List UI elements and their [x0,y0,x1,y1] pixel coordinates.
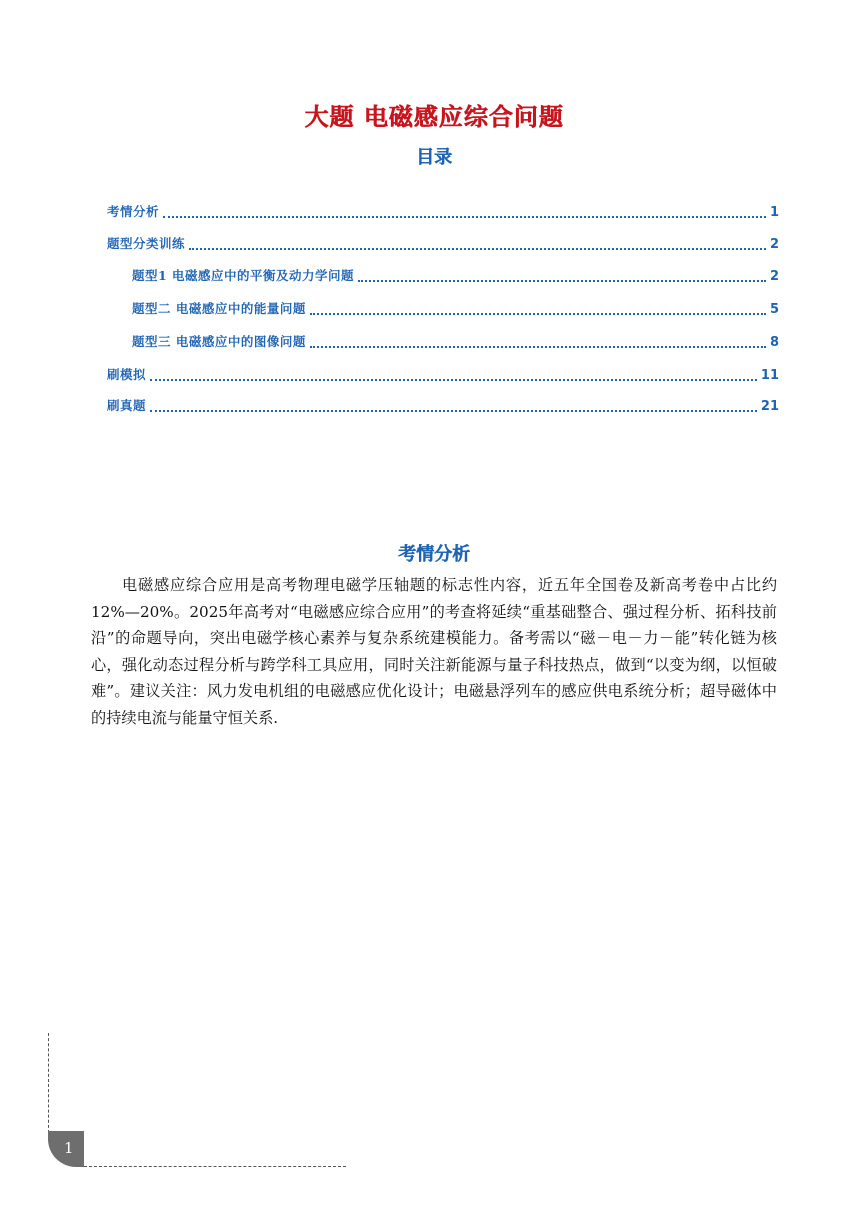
toc-leader-dots [163,216,766,218]
toc-entry-page: 21 [760,399,779,414]
toc-entry-page: 5 [769,302,779,317]
toc-leader-dots [189,248,766,250]
document-title: 大题 电磁感应综合问题 [304,103,564,131]
toc-heading: 目录 [416,147,452,168]
toc-entry-label: 刷模拟 [107,367,147,382]
toc-entry-page: 11 [760,368,779,383]
page-number: 1 [64,1139,74,1157]
toc-entry-label: 刷真题 [107,398,147,413]
toc-entry-page: 8 [769,335,779,350]
toc-leader-dots [310,313,766,315]
analysis-paragraph: 电磁感应综合应用是高考物理电磁学压轴题的标志性内容，近五年全国卷及新高考卷中占比约12%—20%。2025年高考对“电磁感应综合应用”的考查将延续“重基础整合、强过程分析、拓科技前沿”的命题导向，突出电磁学核心素养与复杂系统建模能力。备考需以“磁－电－力－能”转化链为核心，强化动态过程分析与跨学科工具应用，同时关注新能源与量子科技热点，做到“以变为纲，以恒破难”。建议关注：风力发电机组的电磁感应优化设计；电磁悬浮列车的感应供电系统分析；超导磁体中的持续电流与能量守恒关系. [91,576,777,727]
toc-entry-page: 2 [769,237,779,252]
page-border-vertical [48,1033,49,1133]
toc-leader-dots [358,280,766,282]
toc-entry-label: 题型1 电磁感应中的平衡及动力学问题 [132,268,355,283]
toc-entry-page: 2 [769,269,779,284]
toc-entry-analysis[interactable] [107,202,779,224]
toc-entry-label: 题型分类训练 [107,236,186,251]
toc-leader-dots [150,410,757,412]
toc-entry-training[interactable] [107,234,779,256]
toc-leader-dots [310,346,766,348]
page-border-horizontal [84,1166,346,1167]
toc-leader-dots [150,379,757,381]
toc-entry-label: 题型三 电磁感应中的图像问题 [132,334,306,349]
toc-entry-real-exams[interactable] [107,396,779,418]
toc-entry-label: 题型二 电磁感应中的能量问题 [132,301,306,316]
toc-entry-type3[interactable] [132,332,779,354]
toc-entry-mock[interactable] [107,365,779,387]
toc-entry-page: 1 [769,205,779,220]
toc-entry-label: 考情分析 [107,204,160,219]
analysis-heading: 考情分析 [398,544,470,565]
toc-entry-type1[interactable] [132,266,779,288]
toc-entry-type2[interactable] [132,299,779,321]
